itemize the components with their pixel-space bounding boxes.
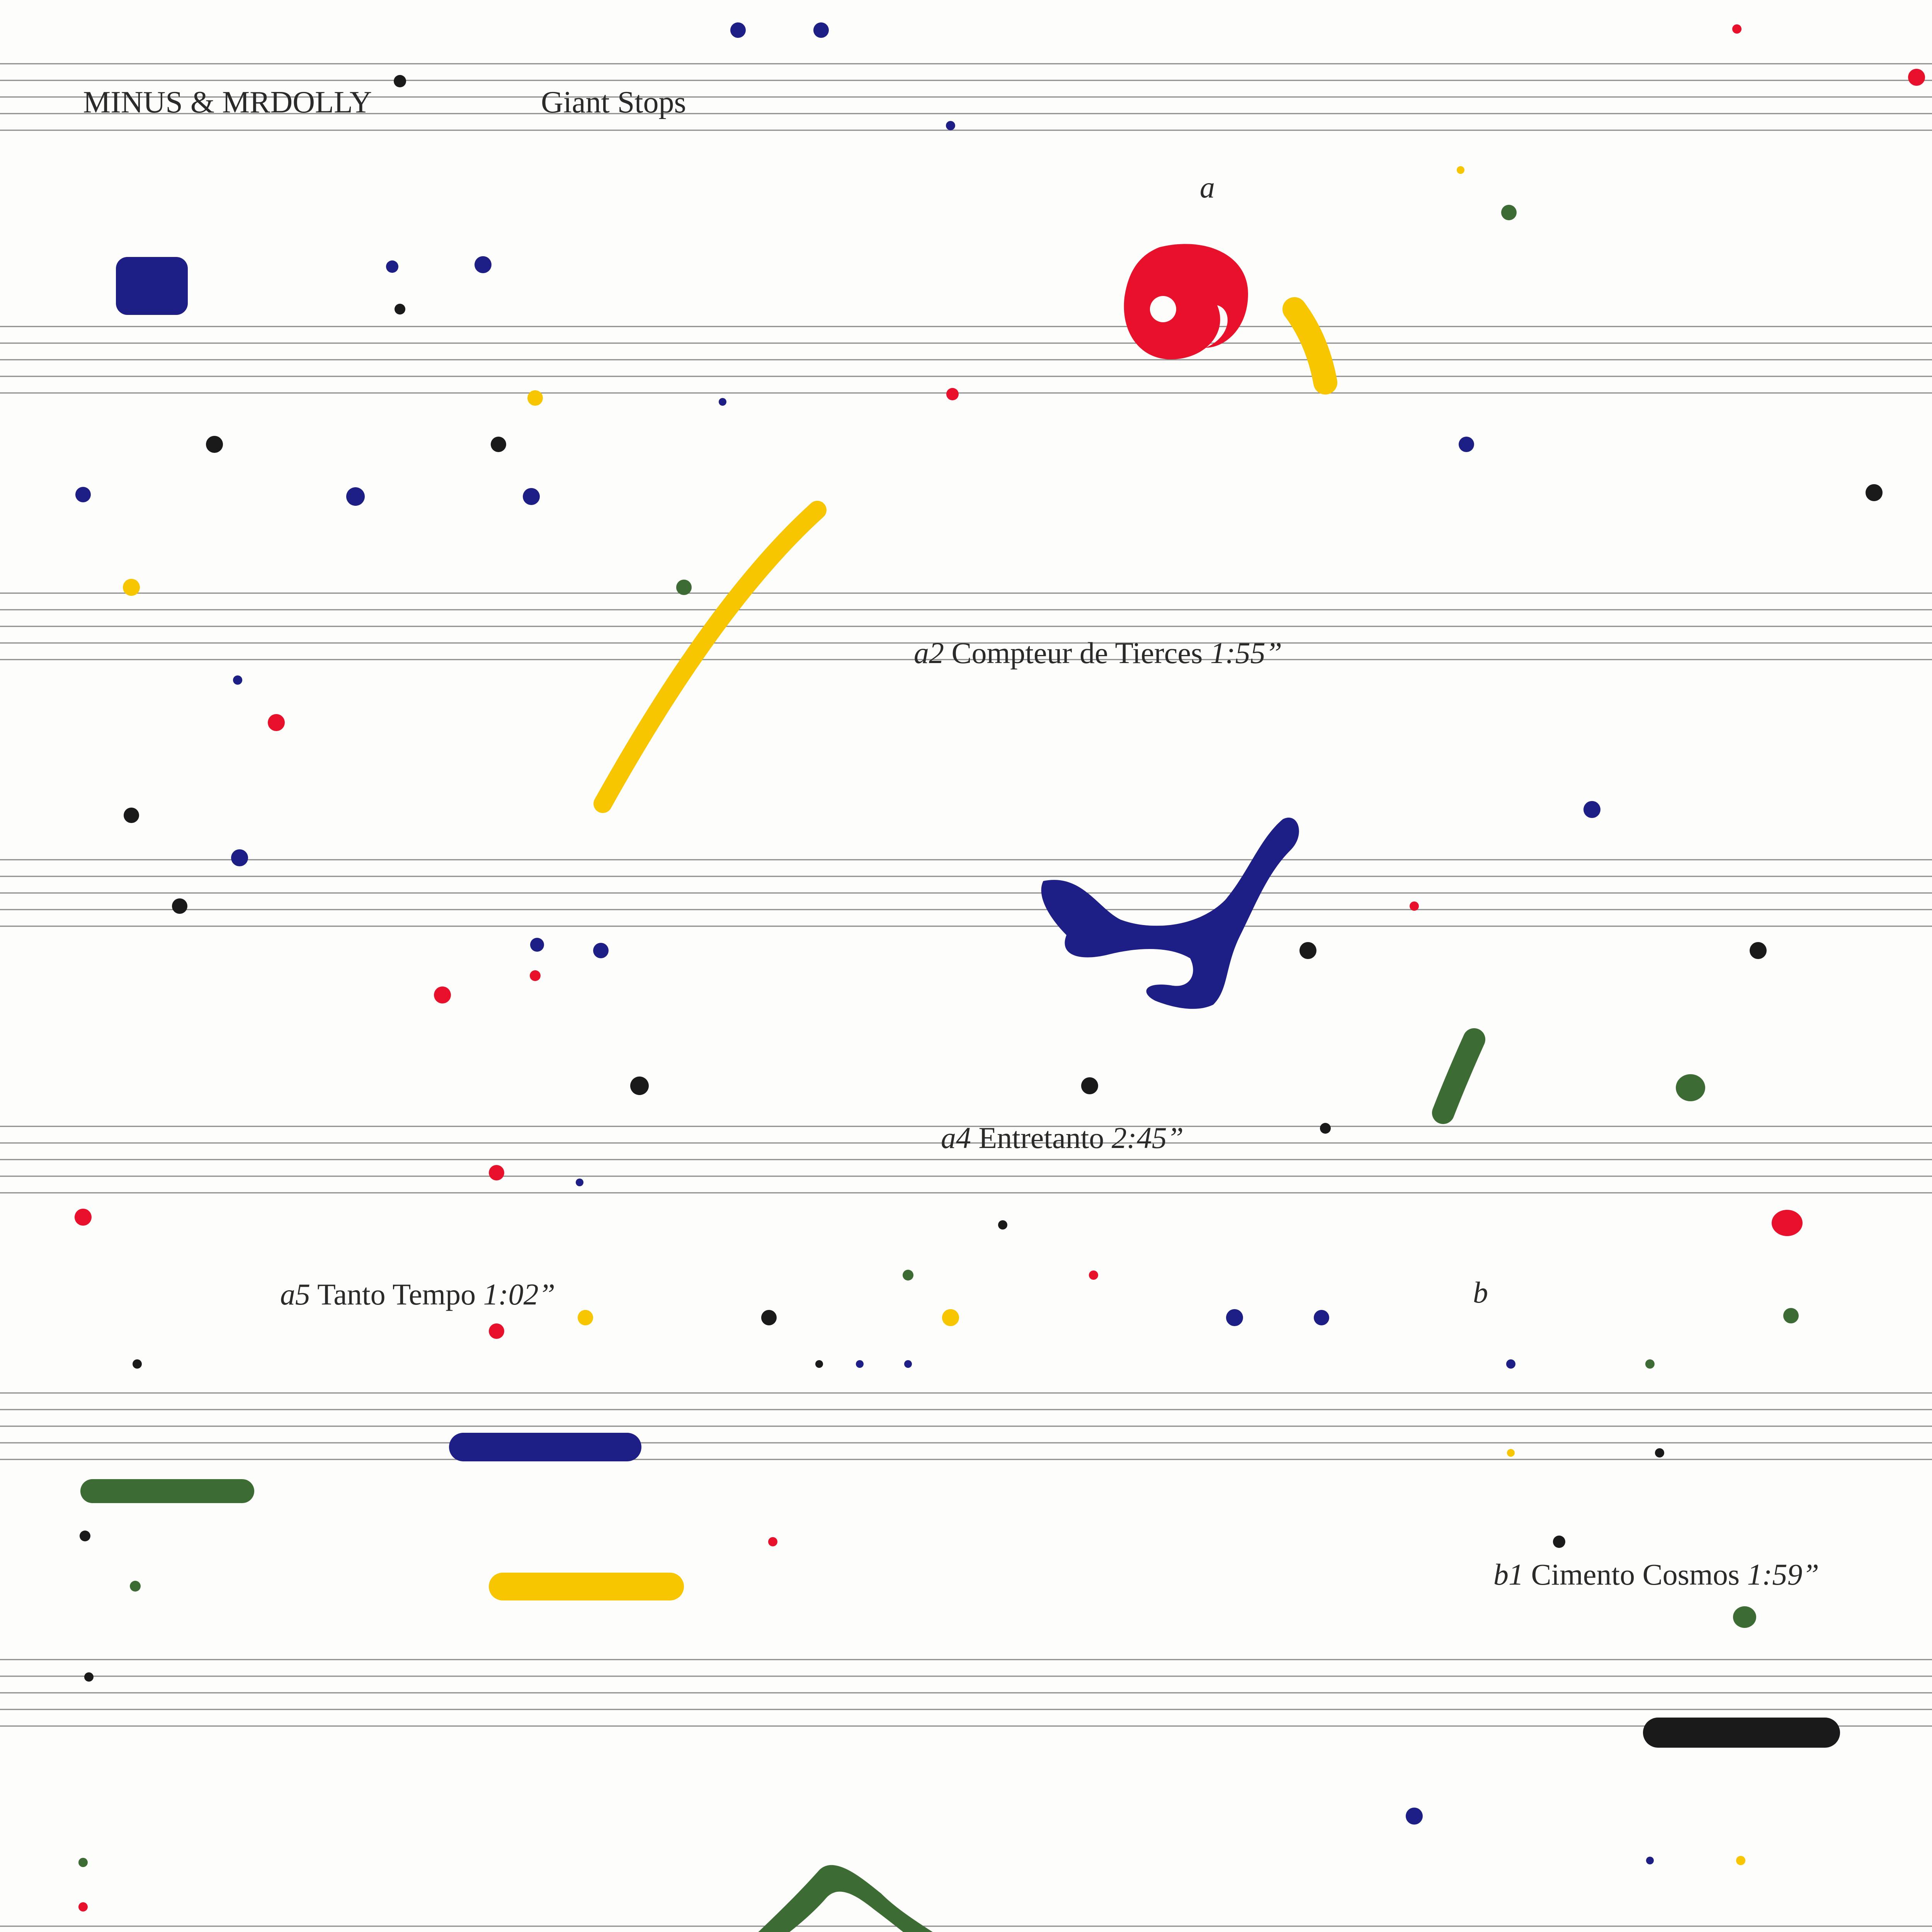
paint-dot [84,1672,94,1682]
paint-dot [1506,1359,1515,1369]
blue-bar [449,1433,641,1461]
paint-dot [903,1270,913,1281]
paint-dot [1320,1123,1331,1134]
green-dot-blob [1676,1074,1705,1101]
paint-dot [386,260,398,273]
yellow-bar [489,1573,684,1600]
paint-dot [395,304,405,315]
paint-dot [1501,205,1517,220]
paint-dot [593,943,609,958]
blue-bird-blob [1041,818,1299,1009]
paint-dot [130,1581,141,1592]
paint-dot [1406,1808,1423,1825]
paint-dot [80,1531,90,1541]
paint-dot [491,437,506,452]
paint-dot [813,22,829,38]
paint-dot [78,1858,88,1867]
paint-dots [75,20,1932,1932]
paint-dot [530,970,541,981]
paint-dot [768,1537,777,1546]
paint-dot [530,938,544,952]
paint-dot [576,1179,583,1186]
paint-dot [1081,1077,1098,1094]
paint-dot [123,579,140,596]
paint-dot [1732,24,1742,34]
paint-dot [1646,1857,1654,1864]
paint-dot [233,675,242,685]
paint-dot [172,898,187,914]
paint-dot [268,714,285,731]
paint-dot [856,1360,864,1368]
paint-dot [630,1077,649,1095]
paint-dot [1750,942,1767,959]
paint-dot [231,849,248,866]
staff-lines [0,64,1932,1932]
paint-dot [904,1360,912,1368]
paint-dot [1299,942,1316,959]
yellow-diagonal-stroke [603,510,817,804]
paint-dot [1314,1310,1329,1325]
paint-dot [1459,437,1474,452]
paint-dot [815,1360,823,1368]
paint-dot [761,1310,777,1325]
paint-dot [489,1323,504,1339]
paint-dot [1645,1359,1655,1369]
paint-dot [394,75,406,87]
paint-dot [1507,1449,1515,1457]
green-stroke [1443,1039,1474,1113]
paint-dot [1553,1536,1565,1548]
paint-dot [676,580,692,595]
paint-dot [523,488,540,505]
paint-dot [1866,484,1883,501]
artist-name: MINUS & MRDOLLY [83,85,372,119]
black-bar [1643,1718,1840,1748]
paint-dot [434,986,451,1003]
paint-dot [719,398,726,406]
yellow-stroke [1294,309,1325,383]
paint-dot [75,487,91,502]
green-bar [80,1479,254,1503]
paint-dot [942,1309,959,1326]
paint-dot [1457,166,1464,174]
paint-dot [946,121,955,130]
paint-dot [124,808,139,823]
paint-dot [1089,1270,1098,1280]
paint-dot [1783,1308,1799,1323]
album-title: Giant Stops [541,85,686,119]
paint-dot [946,388,959,400]
paint-dot [527,390,543,406]
paint-dot [578,1310,593,1325]
paint-dot [1736,1856,1745,1865]
paint-dot [730,22,746,38]
paint-dot [489,1165,504,1180]
side-a-label: a [1200,170,1215,204]
paint-dot [1908,69,1925,86]
paint-dot [346,487,365,506]
blue-square-blob [116,257,188,315]
track-a2: a2 Compteur de Tierces 1:55” [914,636,1282,670]
paint-dot [206,436,223,453]
paint-dot [75,1209,92,1226]
red-hook-blob [1124,244,1248,359]
track-b1: b1 Cimento Cosmos 1:59” [1493,1558,1819,1591]
red-dot-blob [1772,1210,1803,1236]
paint-dot [998,1220,1007,1230]
paint-dot [1583,801,1600,818]
green-dot-blob-2 [1733,1606,1756,1628]
paint-dot [133,1359,142,1369]
paint-dot [474,256,492,273]
paint-dot [1410,901,1419,911]
green-peak [730,1865,965,1932]
side-b-label: b [1473,1276,1488,1309]
track-a5: a5 Tanto Tempo 1:02” [280,1277,556,1311]
paint-dot [1655,1448,1664,1458]
paint-dot [1226,1309,1243,1326]
track-a4: a4 Entretanto 2:45” [941,1121,1184,1155]
paint-dot [78,1902,88,1912]
